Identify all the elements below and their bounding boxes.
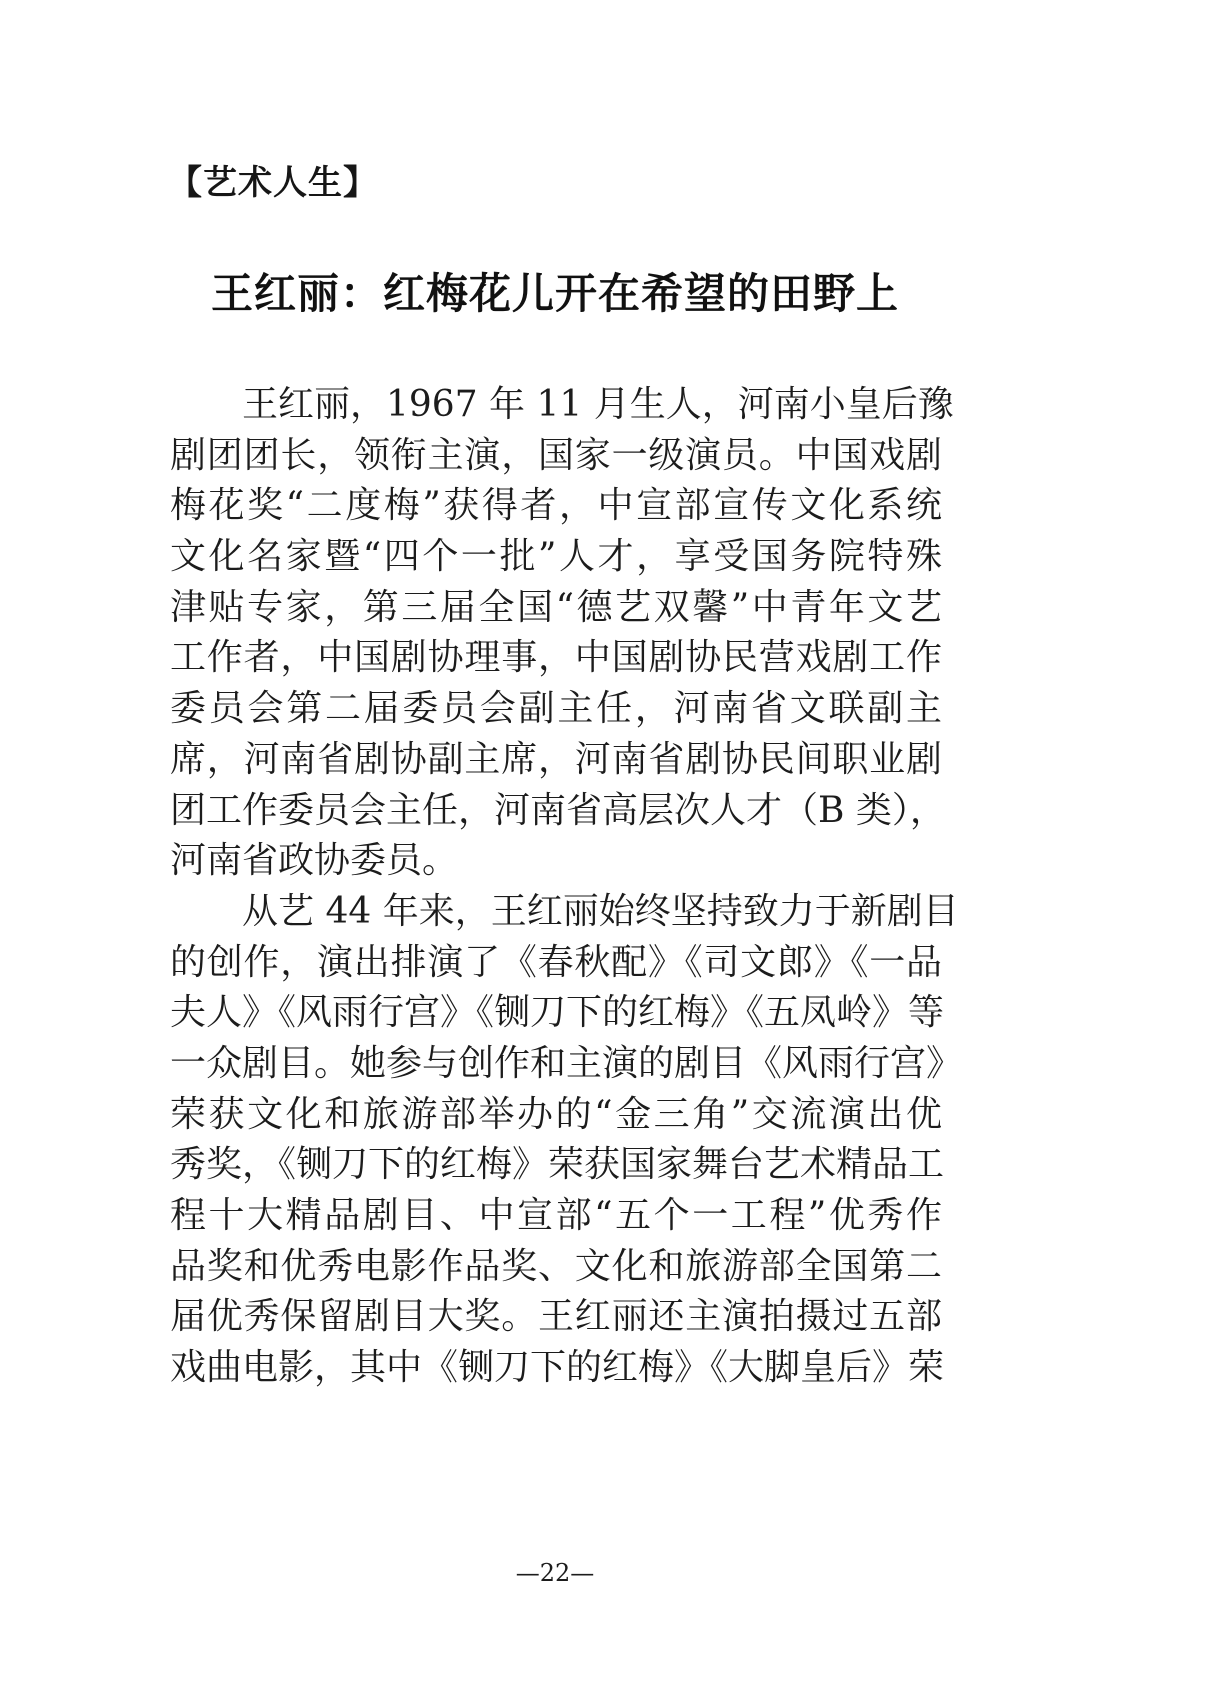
page-number: —22— (515, 1559, 595, 1587)
text-line: 戏曲电影，其中《铡刀下的红梅》《大脚皇后》荣 (170, 1347, 945, 1389)
text-line: 从艺 44 年来，王红丽始终坚持致力于新剧目 (242, 890, 959, 932)
article-body (170, 380, 963, 1394)
text-line: 品奖和优秀电影作品奖、文化和旅游部全国第二 (170, 1245, 942, 1287)
text-line: 夫人》《风雨行宫》《铡刀下的红梅》《五凤岭》等 (170, 992, 945, 1034)
text-line: 文化名家暨“四个一批”人才，享受国务院特殊 (170, 536, 942, 578)
text-line: 剧团团长，领衔主演，国家一级演员。中国戏剧 (170, 434, 942, 476)
text-line: 荣获文化和旅游部举办的“金三角”交流演出优 (170, 1093, 942, 1135)
text-line: 程十大精品剧目、中宣部“五个一工程”优秀作 (170, 1195, 942, 1236)
text-line: 届优秀保留剧目大奖。王红丽还主演拍摄过五部 (170, 1296, 942, 1338)
text-line: 委员会第二届委员会副主任，河南省文联副主 (170, 688, 942, 730)
text-line: 王红丽，1967 年 11 月生人，河南小皇后豫 (242, 384, 954, 425)
text-line: 工作者，中国剧协理事，中国剧协民营戏剧工作 (170, 637, 942, 679)
paragraph-career (170, 887, 963, 1394)
text-line: 津贴专家，第三届全国“德艺双馨”中青年文艺 (170, 586, 942, 628)
article-title: 王红丽：红梅花儿开在希望的田野上 (210, 269, 899, 318)
column-tag: 【艺术人生】 (168, 163, 378, 203)
text-line: 一众剧目。她参与创作和主演的剧目《风雨行宫》 (170, 1042, 963, 1084)
text-line: 席，河南省剧协副主席，河南省剧协民间职业剧 (170, 738, 942, 780)
text-line: 梅花奖“二度梅”获得者，中宣部宣传文化系统 (170, 485, 942, 527)
text-line: 秀奖，《铡刀下的红梅》荣获国家舞台艺术精品工 (170, 1144, 945, 1186)
text-line: 河南省政协委员。 (170, 840, 459, 882)
text-line: 团工作委员会主任，河南省高层次人才（B 类）， (170, 789, 946, 831)
text-line: 的创作，演出排演了《春秋配》《司文郎》《一品 (170, 941, 942, 983)
paragraph-bio (170, 380, 954, 887)
